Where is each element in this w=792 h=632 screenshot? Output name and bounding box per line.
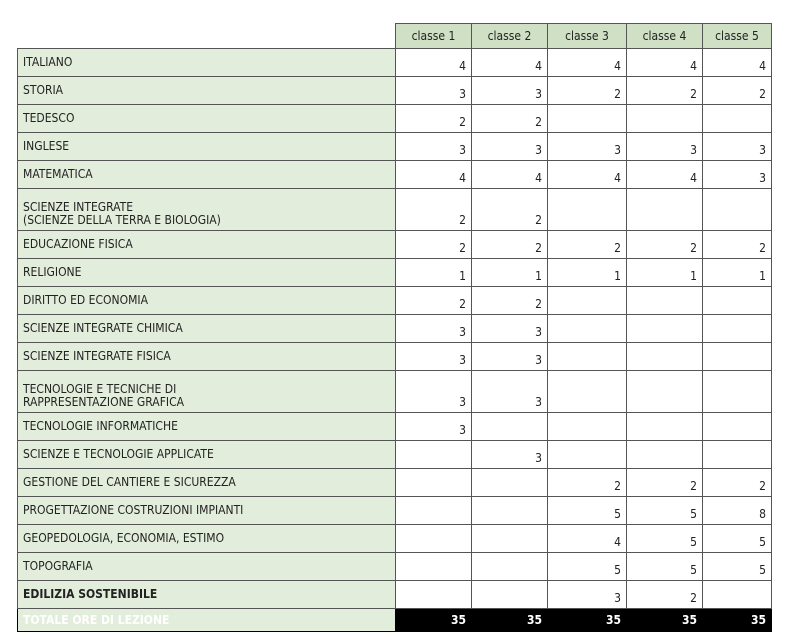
- subject-cell: PROGETTAZIONE COSTRUZIONI IMPIANTI: [18, 497, 396, 525]
- hours-cell: 2: [703, 231, 772, 259]
- hours-cell: 1: [548, 259, 627, 287]
- hours-cell: [396, 497, 472, 525]
- hours-cell: 1: [396, 259, 472, 287]
- hours-cell: [703, 315, 772, 343]
- hours-cell: [703, 287, 772, 315]
- subject-cell: SCIENZE INTEGRATE (SCIENZE DELLA TERRA E BIOLOGIA): [18, 189, 396, 231]
- hours-cell: [627, 315, 703, 343]
- hours-cell: 5: [627, 553, 703, 581]
- hours-cell: [472, 581, 548, 609]
- total-value: 35: [703, 609, 772, 632]
- total-value: 35: [472, 609, 548, 632]
- hours-cell: 3: [472, 371, 548, 413]
- total-value: 35: [396, 609, 472, 632]
- hours-cell: [548, 287, 627, 315]
- hours-cell: 3: [627, 133, 703, 161]
- column-header: classe 5: [703, 24, 772, 49]
- table-row: [18, 105, 772, 133]
- subject-cell: SCIENZE INTEGRATE CHIMICA: [18, 315, 396, 343]
- hours-cell: 2: [627, 469, 703, 497]
- hours-cell: 2: [472, 287, 548, 315]
- hours-cell: 4: [472, 49, 548, 77]
- subject-cell: INGLESE: [18, 133, 396, 161]
- table-row: [18, 287, 772, 315]
- table-row: [18, 231, 772, 259]
- hours-cell: [627, 441, 703, 469]
- hours-cell: 2: [472, 189, 548, 231]
- subject-cell: TECNOLOGIE E TECNICHE DI RAPPRESENTAZIONE GRAFICA: [18, 371, 396, 413]
- hours-cell: [548, 371, 627, 413]
- subject-cell: GESTIONE DEL CANTIERE E SICUREZZA: [18, 469, 396, 497]
- hours-cell: 2: [396, 105, 472, 133]
- table-row: [18, 259, 772, 287]
- hours-cell: 4: [548, 161, 627, 189]
- hours-cell: [703, 371, 772, 413]
- subject-cell: RELIGIONE: [18, 259, 396, 287]
- hours-cell: 2: [627, 77, 703, 105]
- subject-cell: STORIA: [18, 77, 396, 105]
- hours-cell: 3: [703, 133, 772, 161]
- hours-cell: [548, 105, 627, 133]
- hours-cell: [396, 581, 472, 609]
- subject-cell: TEDESCO: [18, 105, 396, 133]
- hours-cell: 3: [472, 315, 548, 343]
- column-header: classe 3: [548, 24, 627, 49]
- hours-cell: [396, 469, 472, 497]
- table-row: [18, 371, 772, 413]
- subject-cell: TECNOLOGIE INFORMATICHE: [18, 413, 396, 441]
- total-value: 35: [627, 609, 703, 632]
- hours-cell: 2: [627, 231, 703, 259]
- hours-cell: 3: [703, 161, 772, 189]
- hours-cell: 4: [548, 49, 627, 77]
- table-row: [18, 525, 772, 553]
- hours-cell: 2: [396, 231, 472, 259]
- hours-cell: 5: [548, 553, 627, 581]
- hours-cell: 3: [396, 315, 472, 343]
- hours-cell: [627, 189, 703, 231]
- table-row: [18, 441, 772, 469]
- hours-cell: [703, 189, 772, 231]
- hours-cell: 2: [548, 231, 627, 259]
- hours-cell: 1: [472, 259, 548, 287]
- table-row: [18, 343, 772, 371]
- hours-cell: 4: [627, 161, 703, 189]
- table-row: [18, 133, 772, 161]
- hours-cell: 3: [396, 133, 472, 161]
- subject-cell: GEOPEDOLOGIA, ECONOMIA, ESTIMO: [18, 525, 396, 553]
- header-row: [18, 24, 772, 49]
- hours-cell: 3: [472, 133, 548, 161]
- hours-cell: [548, 413, 627, 441]
- hours-cell: 2: [396, 189, 472, 231]
- hours-cell: 5: [627, 497, 703, 525]
- total-label: TOTALE ORE DI LEZIONE: [18, 609, 396, 632]
- hours-cell: 2: [703, 77, 772, 105]
- table-row: [18, 161, 772, 189]
- hours-cell: [548, 315, 627, 343]
- hours-cell: 3: [396, 343, 472, 371]
- table-row: [18, 77, 772, 105]
- total-row: [18, 609, 772, 632]
- table-row: [18, 469, 772, 497]
- subject-cell: EDUCAZIONE FISICA: [18, 231, 396, 259]
- hours-cell: 2: [396, 287, 472, 315]
- hours-cell: 4: [472, 161, 548, 189]
- hours-cell: 1: [627, 259, 703, 287]
- hours-cell: 3: [472, 441, 548, 469]
- hours-cell: [548, 343, 627, 371]
- hours-cell: [703, 441, 772, 469]
- column-header: classe 4: [627, 24, 703, 49]
- subject-cell: EDILIZIA SOSTENIBILE: [18, 581, 396, 609]
- subject-cell: TOPOGRAFIA: [18, 553, 396, 581]
- total-value: 35: [548, 609, 627, 632]
- table-row: [18, 497, 772, 525]
- hours-cell: 4: [396, 49, 472, 77]
- table-body: [18, 49, 772, 609]
- hours-cell: [627, 105, 703, 133]
- hours-cell: 5: [627, 525, 703, 553]
- hours-cell: [627, 413, 703, 441]
- hours-cell: [472, 525, 548, 553]
- hours-cell: [627, 287, 703, 315]
- hours-cell: [396, 441, 472, 469]
- hours-cell: 4: [548, 525, 627, 553]
- hours-cell: 2: [548, 77, 627, 105]
- hours-cell: 2: [548, 469, 627, 497]
- table-row: [18, 581, 772, 609]
- corner-cell: [18, 24, 396, 49]
- subject-cell: ITALIANO: [18, 49, 396, 77]
- hours-cell: 5: [548, 497, 627, 525]
- hours-cell: [703, 343, 772, 371]
- column-header: classe 2: [472, 24, 548, 49]
- hours-cell: 3: [396, 413, 472, 441]
- hours-cell: 3: [396, 77, 472, 105]
- hours-cell: 2: [472, 105, 548, 133]
- hours-cell: 2: [627, 581, 703, 609]
- hours-cell: [703, 413, 772, 441]
- subject-cell: SCIENZE E TECNOLOGIE APPLICATE: [18, 441, 396, 469]
- hours-cell: 4: [703, 49, 772, 77]
- hours-cell: 5: [703, 525, 772, 553]
- column-header: classe 1: [396, 24, 472, 49]
- hours-cell: 1: [703, 259, 772, 287]
- hours-cell: [396, 525, 472, 553]
- hours-cell: [548, 189, 627, 231]
- hours-cell: [472, 469, 548, 497]
- table-row: [18, 553, 772, 581]
- table-row: [18, 49, 772, 77]
- table-row: [18, 413, 772, 441]
- hours-cell: 3: [548, 581, 627, 609]
- hours-cell: 3: [396, 371, 472, 413]
- hours-cell: 3: [548, 133, 627, 161]
- subject-cell: MATEMATICA: [18, 161, 396, 189]
- hours-cell: 2: [703, 469, 772, 497]
- hours-cell: 8: [703, 497, 772, 525]
- hours-cell: [703, 581, 772, 609]
- hours-cell: [472, 553, 548, 581]
- hours-cell: [472, 413, 548, 441]
- hours-cell: [396, 553, 472, 581]
- hours-cell: 3: [472, 77, 548, 105]
- hours-cell: [548, 441, 627, 469]
- table-row: [18, 315, 772, 343]
- timetable: [17, 23, 772, 632]
- hours-cell: [472, 497, 548, 525]
- hours-cell: 4: [627, 49, 703, 77]
- hours-cell: [627, 343, 703, 371]
- hours-cell: [703, 105, 772, 133]
- table-row: [18, 189, 772, 231]
- hours-cell: 5: [703, 553, 772, 581]
- hours-cell: [627, 371, 703, 413]
- subject-cell: SCIENZE INTEGRATE FISICA: [18, 343, 396, 371]
- hours-cell: 3: [472, 343, 548, 371]
- hours-cell: 2: [472, 231, 548, 259]
- hours-cell: 4: [396, 161, 472, 189]
- subject-cell: DIRITTO ED ECONOMIA: [18, 287, 396, 315]
